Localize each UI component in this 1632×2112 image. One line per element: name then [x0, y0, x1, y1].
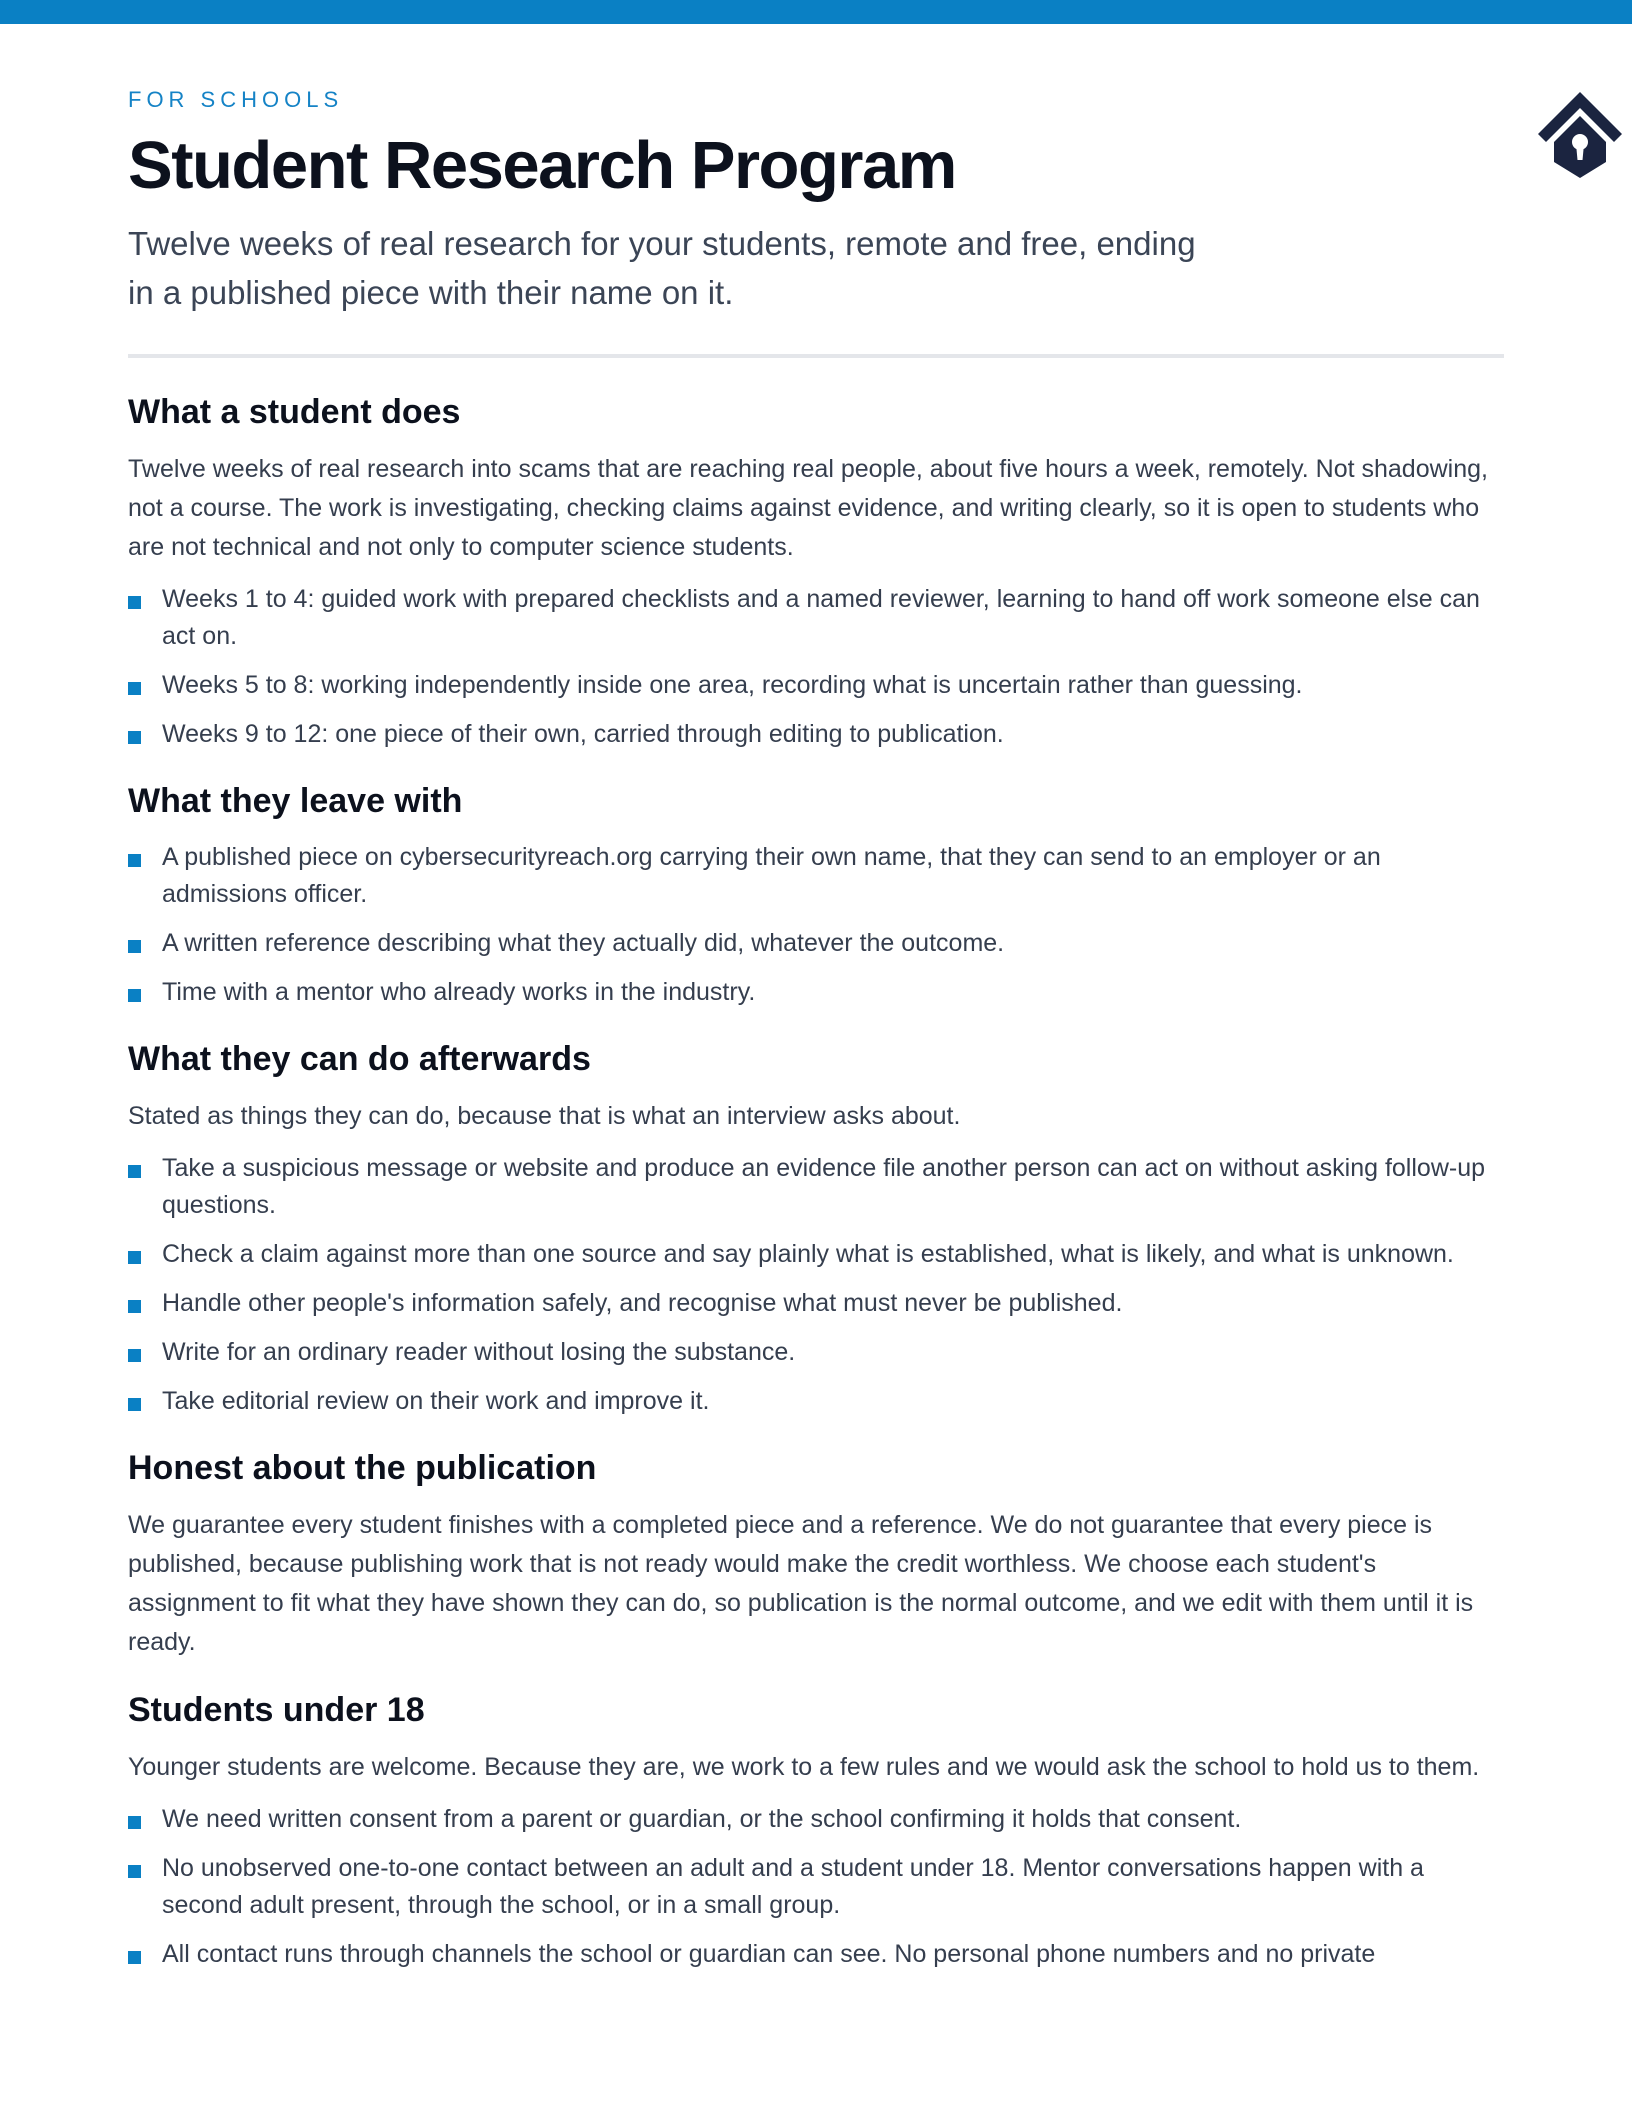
square-bullet-icon — [128, 1951, 141, 1964]
list-item — [128, 839, 1504, 913]
bullet-list — [128, 1801, 1504, 1973]
square-bullet-icon — [128, 989, 141, 1002]
list-item — [128, 1383, 1504, 1420]
list-item-text: Check a claim against more than one source and say plainly what is established, what is likely, and what is unknown. — [162, 1240, 1454, 1268]
list-item-text: Write for an ordinary reader without losing the substance. — [162, 1338, 796, 1366]
list-item-text: Time with a mentor who already works in the industry. — [162, 978, 756, 1006]
list-item — [128, 925, 1504, 962]
square-bullet-icon — [128, 731, 141, 744]
list-item-text: Handle other people's information safely, and recognise what must never be published. — [162, 1289, 1123, 1317]
top-accent-bar — [0, 0, 1632, 24]
list-item — [128, 1285, 1504, 1322]
list-item — [128, 581, 1504, 655]
section-intro: Twelve weeks of real research into scams that are reaching real people, about five hours a week, remotely. Not shadowing, not a course. The work is investigating, checking claims against evidence, and writing clearly, so it is open to students who are not technical and not only to computer science students. — [128, 455, 1488, 561]
keyhole-shield-icon — [1536, 90, 1624, 180]
square-bullet-icon — [128, 1816, 141, 1829]
section-students-under-18 — [128, 1686, 1504, 1973]
content — [128, 388, 1504, 1985]
section-intro: Stated as things they can do, because that is what an interview asks about. — [128, 1102, 961, 1130]
list-item — [128, 1334, 1504, 1371]
bullet-list — [128, 839, 1504, 1011]
section-heading: What a student does — [128, 393, 461, 431]
list-item — [128, 1801, 1504, 1838]
square-bullet-icon — [128, 854, 141, 867]
square-bullet-icon — [128, 1165, 141, 1178]
section-intro: We guarantee every student finishes with a completed piece and a reference. We do not guarantee that every piece is published, because publishing work that is not ready would make the credit worthless. We choose each student's assignment to fit what they have shown they can do, so publication is the normal outcome, and we edit with them until it is ready. — [128, 1511, 1474, 1656]
list-item-text: A written reference describing what they actually did, whatever the outcome. — [162, 929, 1005, 957]
page-subtitle: Twelve weeks of real research for your students, remote and free, ending in a published piece with their name on it. — [128, 225, 1196, 311]
list-item-text: A published piece on cybersecurityreach.org carrying their own name, that they can send to an employer or an admissions officer. — [162, 843, 1381, 908]
section-what-they-leave-with — [128, 777, 1504, 1011]
section-heading: Students under 18 — [128, 1691, 425, 1729]
section-heading: What they leave with — [128, 782, 463, 820]
square-bullet-icon — [128, 1398, 141, 1411]
section-intro: Younger students are welcome. Because they are, we work to a few rules and we would ask the school to hold us to them. — [128, 1753, 1480, 1781]
section-honest-publication — [128, 1444, 1504, 1662]
list-item-text: Weeks 1 to 4: guided work with prepared checklists and a named reviewer, learning to hand off work someone else can act on. — [162, 585, 1480, 650]
square-bullet-icon — [128, 596, 141, 609]
bullet-list — [128, 1150, 1504, 1420]
header-divider — [128, 354, 1504, 358]
list-item-text: Take editorial review on their work and improve it. — [162, 1387, 710, 1415]
section-heading: What they can do afterwards — [128, 1040, 591, 1078]
square-bullet-icon — [128, 682, 141, 695]
list-item-text: All contact runs through channels the school or guardian can see. No personal phone numbers and no private — [162, 1940, 1376, 1968]
list-item-text: Weeks 5 to 8: working independently inside one area, recording what is uncertain rather than guessing. — [162, 671, 1303, 699]
list-item — [128, 1936, 1504, 1973]
section-what-they-can-do — [128, 1035, 1504, 1420]
list-item — [128, 1236, 1504, 1273]
square-bullet-icon — [128, 1349, 141, 1362]
list-item — [128, 716, 1504, 753]
list-item — [128, 974, 1504, 1011]
section-heading: Honest about the publication — [128, 1449, 597, 1487]
list-item — [128, 1150, 1504, 1224]
kicker-label: FOR SCHOOLS — [128, 87, 344, 112]
list-item-text: Weeks 9 to 12: one piece of their own, carried through editing to publication. — [162, 720, 1004, 748]
list-item — [128, 1850, 1504, 1924]
bullet-list — [128, 581, 1504, 753]
square-bullet-icon — [128, 1251, 141, 1264]
square-bullet-icon — [128, 1300, 141, 1313]
section-what-student-does — [128, 388, 1504, 753]
list-item — [128, 667, 1504, 704]
square-bullet-icon — [128, 940, 141, 953]
list-item-text: No unobserved one-to-one contact between an adult and a student under 18. Mentor conversations happen with a second adult present, through the school, or in a small group. — [162, 1854, 1424, 1919]
square-bullet-icon — [128, 1865, 141, 1878]
list-item-text: We need written consent from a parent or guardian, or the school confirming it holds that consent. — [162, 1805, 1242, 1833]
page-title: Student Research Program — [128, 128, 956, 203]
list-item-text: Take a suspicious message or website and produce an evidence file another person can act on without asking follow-up questions. — [162, 1154, 1486, 1219]
